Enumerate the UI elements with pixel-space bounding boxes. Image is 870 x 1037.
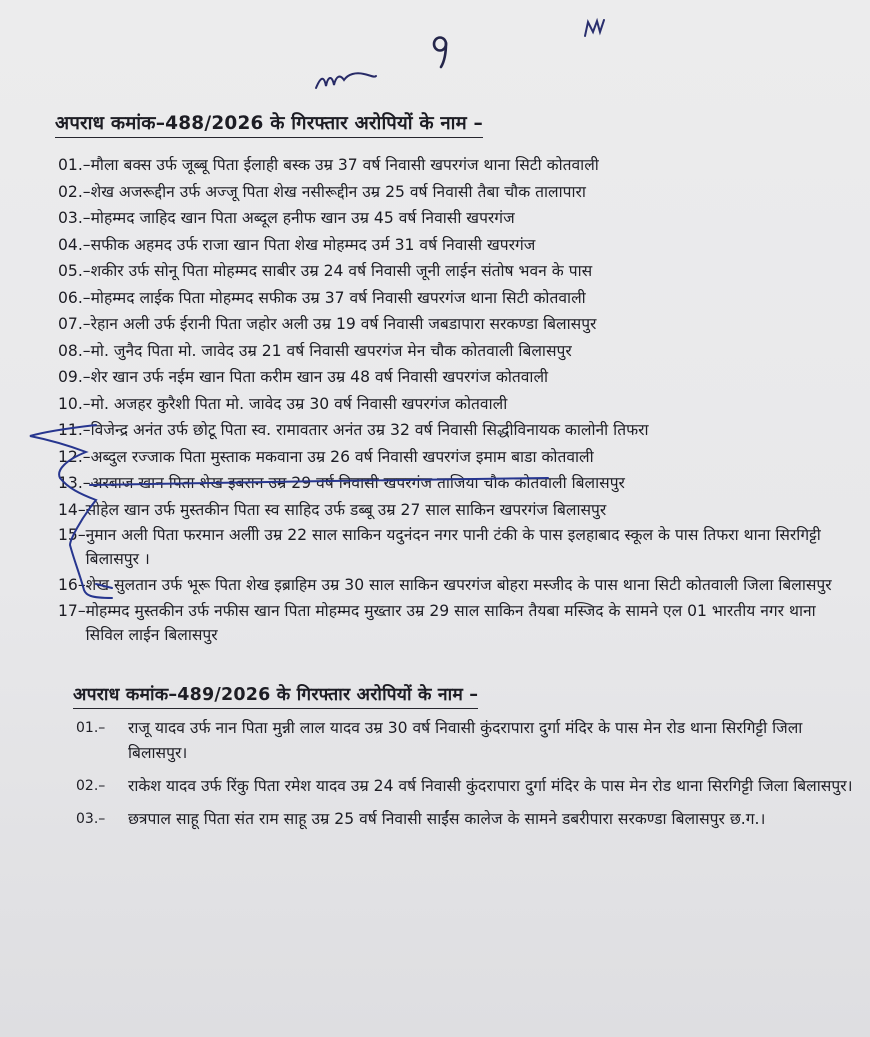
page-number-label: 9 (428, 34, 429, 35)
item-number: 01.– (58, 156, 91, 174)
item-text: मो. जुनैद पिता मो. जावेद उम्र 21 वर्ष निवासी खपरगंज मेन चौक कोतवाली बिलासपुर (90, 341, 572, 360)
item-number: 14– (58, 500, 86, 519)
list-item (58, 599, 868, 647)
list-item (58, 470, 868, 497)
item-number: 16– (58, 576, 86, 594)
handwritten-mark-label: M (582, 16, 583, 17)
handwritten-mark (582, 16, 612, 42)
item-number: 03.– (58, 209, 91, 227)
item-number: 12.– (58, 447, 91, 466)
list-item (58, 205, 868, 232)
item-text: मो. अजहर कुरैशी पिता मो. जावेद उम्र 30 वर्ष निवासी खपरगंज कोतवाली (90, 394, 508, 413)
case-489-accused-list (76, 716, 866, 840)
list-item (58, 417, 868, 444)
item-number: 03.– (76, 811, 106, 827)
list-item (58, 179, 868, 206)
list-item (76, 774, 866, 799)
item-text: मोहम्मद मुस्तकीन उर्फ नफीस खान पिता मोहम्मद मुख्तार उम्र 29 साल साकिन तैयबा मस्जिद के सामने एल 01 भारतीय नगर थाना सिविल लाईन बिलासपुर (85, 602, 816, 644)
item-text: छत्रपाल साहू पिता संत राम साहू उम्र 25 वर्ष निवासी साईंस कालेज के सामने डबरीपारा सरकण्डा बिलासपुर छ.ग.। (128, 810, 766, 828)
handwritten-signature (312, 66, 382, 96)
item-text: शेर खान उर्फ नईम खान पिता करीम खान उम्र 48 वर्ष निवासी खपरगंज कोतवाली (90, 368, 549, 386)
item-text: राजू यादव उर्फ नान पिता मुन्नी लाल यादव उम्र 30 वर्ष निवासी कुंदरापारा दुर्गा मंदिर के पास मेन रोड थाना सिरगिट्टी जिला बिलासपुर। (128, 719, 803, 762)
list-item (58, 573, 868, 597)
list-item (58, 258, 868, 285)
item-text: सफीक अहमद उर्फ राजा खान पिता शेख मोहम्मद उर्म 31 वर्ष निवासी खपरगंज (90, 235, 536, 254)
item-number: 13.– (58, 474, 91, 492)
item-number: 15– (58, 526, 86, 544)
case-488-heading: अपराध कमांक–488/2026 के गिरफ्तार अरोपियों के नाम – (55, 110, 483, 138)
list-item (58, 364, 868, 391)
case-489-heading: अपराध कमांक–489/2026 के गिरफ्तार अरोपियों के नाम – (73, 682, 478, 709)
item-number: 06.– (58, 288, 91, 307)
item-text: शेख अजरूद्दीन उर्फ अज्जू पिता शेख नसीरूद्दीन उम्र 25 वर्ष निवासी तैबा चौक तालापारा (90, 182, 586, 201)
item-text: शकीर उर्फ सोनू पिता मोहम्मद साबीर उम्र 24 वर्ष निवासी जूनी लाईन संतोष भवन के पास (90, 262, 593, 280)
item-number: 11.– (58, 421, 91, 439)
item-number: 07.– (58, 315, 91, 333)
item-text: रेहान अली उर्फ ईरानी पिता जहोर अली उम्र 19 वर्ष निवासी जबडापारा सरकण्डा बिलासपुर (90, 315, 597, 333)
item-number: 04.– (58, 235, 91, 254)
list-item (58, 444, 868, 471)
signature-label: m (312, 66, 313, 67)
list-item (58, 523, 868, 571)
item-text: राकेश यादव उर्फ रिंकु पिता रमेश यादव उम्र 24 वर्ष निवासी कुंदरापारा दुर्गा मंदिर के पास मेन रोड थाना सिरगिट्टी जिला बिलासपुर। (128, 777, 853, 795)
item-number: 05.– (58, 262, 91, 280)
handwritten-page-number (428, 34, 454, 70)
item-text: नुमान अली पिता फरमान अलीी उम्र 22 साल साकिन यदुनंदन नगर पानी टंकी के पास इलहाबाद स्कूल के पास तिफरा थाना सिरगिट्टी बिलासपुर । (85, 526, 821, 568)
item-number: 17– (58, 602, 86, 620)
item-number: 01.– (76, 720, 106, 736)
item-number: 02.– (76, 778, 106, 794)
item-number: 09.– (58, 368, 91, 386)
item-number: 08.– (58, 341, 91, 360)
list-item (58, 338, 868, 365)
list-item (76, 716, 866, 766)
list-item (58, 497, 868, 524)
list-item (58, 152, 868, 179)
item-text: मौला बक्स उर्फ जूब्बू पिता ईलाही बस्क उम्र 37 वर्ष निवासी खपरगंज थाना सिटी कोतवाली (90, 156, 599, 174)
list-item (58, 232, 868, 259)
item-text: अब्दुल रज्जाक पिता मुस्ताक मकवाना उम्र 26 वर्ष निवासी खपरगंज इमाम बाडा कोतवाली (90, 447, 594, 466)
list-item (58, 391, 868, 418)
item-number: 10.– (58, 394, 91, 413)
item-text: विजेन्द्र अनंत उर्फ छोटू पिता स्व. रामावतार अनंत उम्र 32 वर्ष निवासी सिद्धीविनायक कालोनी तिफरा (90, 421, 649, 439)
list-item (76, 807, 866, 832)
case-488-accused-list (58, 152, 868, 649)
item-number: 02.– (58, 182, 91, 201)
list-item (58, 285, 868, 312)
item-text: सोहेल खान उर्फ मुस्तकीन पिता स्व साहिद उर्फ डब्बू उम्र 27 साल साकिन खपरगंज बिलासपुर (85, 500, 607, 519)
item-text: मोहम्मद जाहिद खान पिता अब्दूल हनीफ खान उम्र 45 वर्ष निवासी खपरगंज (90, 209, 515, 227)
item-text: शेख सुलतान उर्फ भूरू पिता शेख इब्राहिम उम्र 30 साल साकिन खपरगंज बोहरा मस्जीद के पास थाना सिटी कोतवाली जिला बिलासपुर (85, 576, 832, 594)
item-text: मोहम्मद लाईक पिता मोहम्मद सफीक उम्र 37 वर्ष निवासी खपरगंज थाना सिटी कोतवाली (90, 288, 586, 307)
item-text: अरबाज खान पिता शेख इबरान उम्र 29 वर्ष निवासी खपरगंज ताजिया चौक कोतवाली बिलासपुर (90, 474, 625, 492)
list-item (58, 311, 868, 338)
